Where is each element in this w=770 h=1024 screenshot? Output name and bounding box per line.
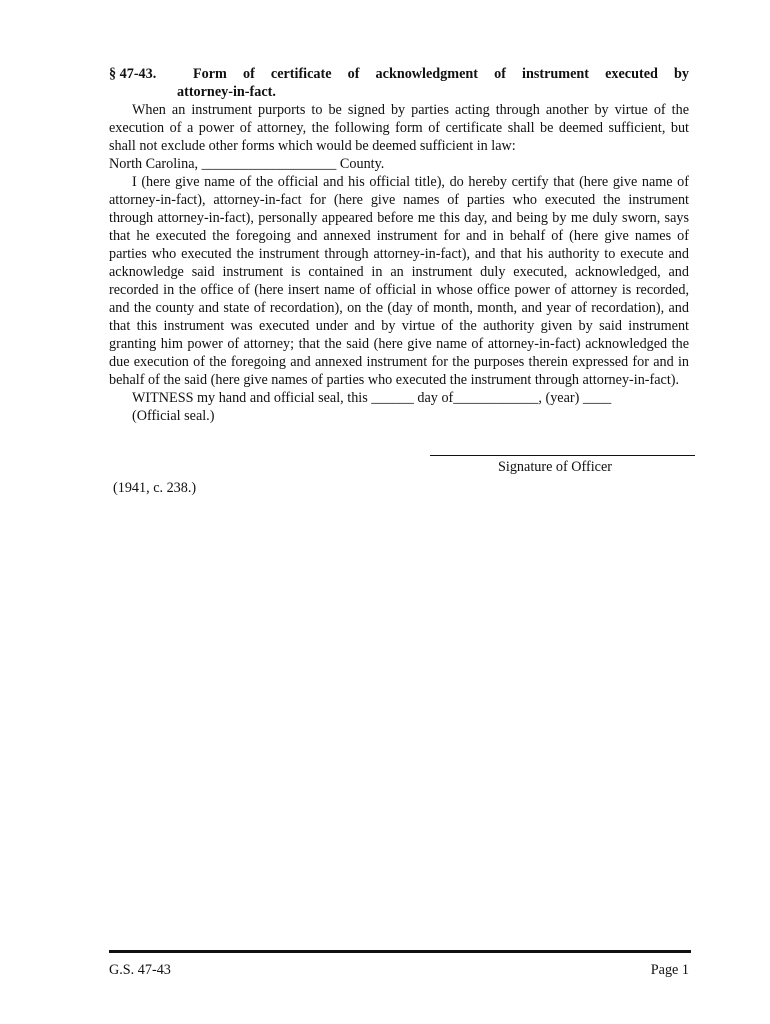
section-heading-first-line — [109, 65, 689, 83]
footer-rule — [109, 950, 691, 953]
footer-statute-number: G.S. 47-43 — [109, 962, 171, 978]
certificate-paragraph: I (here give name of the official and his official title), do hereby certify that (here give name of attorney-in-fact), attorney-in-fact for (here give names of parties who executed the instrument through attorney-in-fact), personally appeared before me this day, and being by me duly sworn, says that he executed the foregoing and annexed instrument for and in behalf of (here give names of parties who executed the instrument through attorney-in-fact), and that his authority to execute and acknowledge said instrument is contained in an instrument duly executed, acknowledged, and recorded in the office of (here insert name of official in whose office power of attorney is recorded, and the county and state of recordation), on the (day of month, month, and year of recordation), and that this instrument was executed under and by virtue of the authority given by said instrument granting him power of attorney; that the said (here give name of attorney-in-fact) acknowledged the due execution of the foregoing and annexed instrument for the purposes therein expressed for and in behalf of the said (here give names of parties who executed the instrument through attorney-in-fact). — [109, 174, 689, 388]
statute-body — [109, 101, 689, 425]
section-number: § 47-43. — [109, 66, 157, 82]
section-title-line-2: attorney-in-fact. — [177, 84, 276, 100]
signature-label: Signature of Officer — [498, 459, 612, 475]
intro-paragraph: When an instrument purports to be signed by parties acting through another by virtue of the execution of a power of attorney, the following form of certificate shall be deemed sufficient, but shall not exclude other forms which would be deemed sufficient in law: — [109, 102, 689, 154]
signature-line — [430, 455, 695, 456]
witness-line: WITNESS my hand and official seal, this ______ day of____________, (year) ____ — [132, 390, 612, 406]
session-law-history: (1941, c. 238.) — [113, 480, 197, 496]
section-title-line-1: Form of certificate of acknowledgment of instrument executed by — [193, 66, 689, 82]
venue-line: North Carolina, ___________________ County. — [109, 156, 385, 172]
footer-page-number: Page 1 — [650, 962, 689, 978]
official-seal-line: (Official seal.) — [132, 408, 215, 424]
section-heading — [109, 65, 689, 101]
